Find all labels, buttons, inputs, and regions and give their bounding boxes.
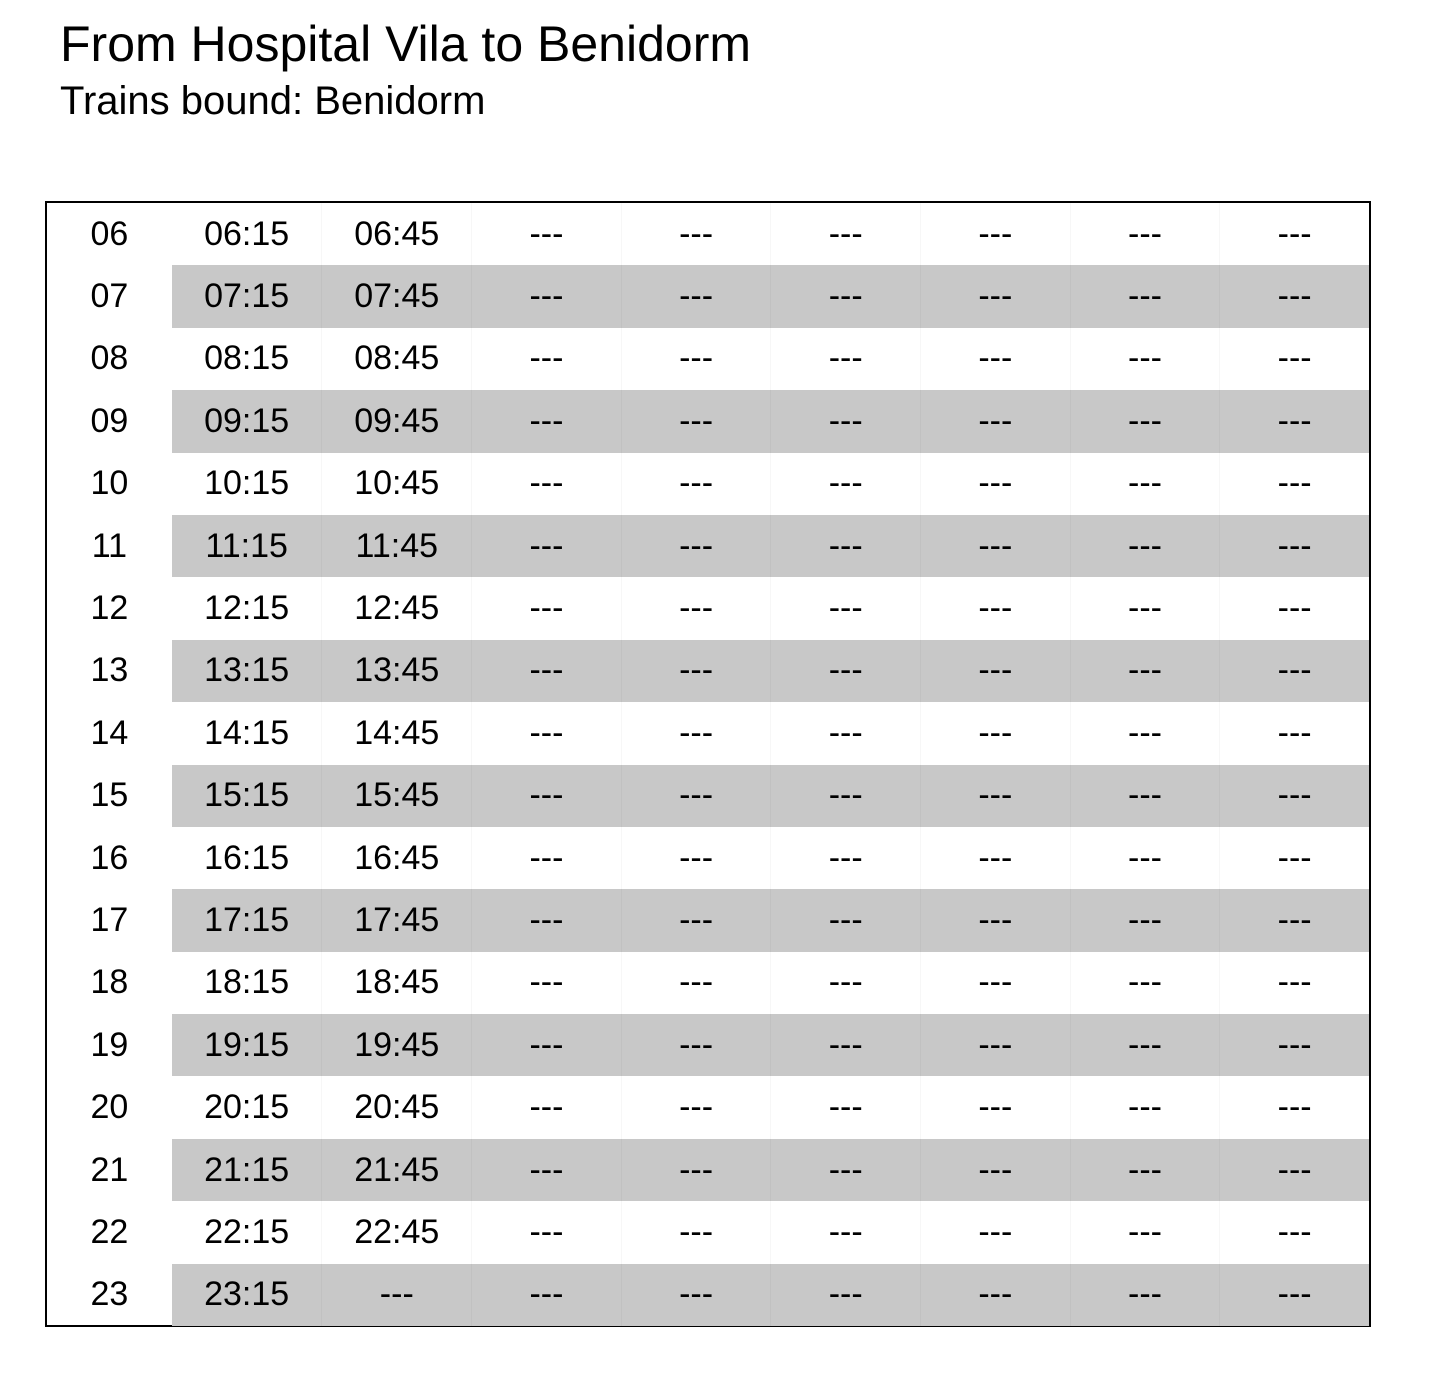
departure-time-cell: ---: [471, 390, 621, 452]
departure-time-cell: ---: [1070, 577, 1220, 639]
departure-time-cell: ---: [621, 203, 771, 265]
departure-time-cell: ---: [621, 453, 771, 515]
departure-time-cell: 06:45: [321, 203, 471, 265]
departure-time-cell: ---: [471, 1139, 621, 1201]
departure-time-cell: ---: [920, 640, 1070, 702]
departure-time-cell: ---: [1219, 390, 1369, 452]
departure-time-cell: ---: [920, 1076, 1070, 1138]
departure-time-cell: ---: [770, 765, 920, 827]
departure-time-cell: 13:45: [321, 640, 471, 702]
departure-time-cell: 15:45: [321, 765, 471, 827]
departure-time-cell: ---: [1219, 265, 1369, 327]
departure-time-cell: ---: [621, 702, 771, 764]
departure-time-cell: 14:15: [204, 713, 290, 752]
timetable-row: [47, 1139, 1369, 1201]
departure-time-cell: ---: [1219, 827, 1369, 889]
departure-time-cell: ---: [471, 1264, 621, 1326]
departure-time-cell: ---: [1219, 577, 1369, 639]
departure-time-cell: 16:15: [204, 838, 290, 877]
departure-time-cell: ---: [471, 515, 621, 577]
departure-time-cell: ---: [321, 1264, 471, 1326]
departure-time-cell: 10:15: [204, 464, 290, 503]
hour-label: 09: [90, 401, 129, 440]
departure-time-cell: 16:45: [321, 827, 471, 889]
departure-time-cell: ---: [1070, 889, 1220, 951]
departure-time-cell: ---: [920, 952, 1070, 1014]
page-title: From Hospital Vila to Benidorm: [60, 16, 752, 72]
departure-time-cell: ---: [770, 702, 920, 764]
departure-time-cell: 12:15: [204, 589, 290, 628]
departure-time-cell: ---: [770, 265, 920, 327]
departure-time-cell: ---: [770, 390, 920, 452]
timetable-row: [47, 827, 1369, 889]
departure-time-cell: ---: [1219, 1264, 1369, 1326]
departure-time-cell: ---: [920, 1201, 1070, 1263]
departure-time-cell: ---: [1070, 203, 1220, 265]
departure-time-cell: 09:45: [321, 390, 471, 452]
timetable-row: [47, 1014, 1369, 1076]
departure-time-cell: ---: [471, 1076, 621, 1138]
departure-time-cell: ---: [1070, 765, 1220, 827]
departure-time-cell: 17:45: [321, 889, 471, 951]
departure-time-cell: ---: [1219, 1139, 1369, 1201]
departure-time-cell: ---: [770, 889, 920, 951]
departure-time-cell: ---: [1070, 1076, 1220, 1138]
departure-time-cell: ---: [471, 765, 621, 827]
departure-time-cell: ---: [920, 265, 1070, 327]
departure-time-cell: ---: [621, 265, 771, 327]
departure-time-cell: 18:45: [321, 952, 471, 1014]
timetable-row: [47, 889, 1369, 951]
departure-time-cell: ---: [1219, 203, 1369, 265]
departure-time-cell: 07:45: [321, 265, 471, 327]
departure-time-cell: ---: [770, 1201, 920, 1263]
departure-time-cell: 10:45: [321, 453, 471, 515]
departure-time-cell: ---: [1219, 702, 1369, 764]
departure-time-cell: ---: [471, 640, 621, 702]
departure-time-cell: ---: [920, 203, 1070, 265]
departure-time-cell: ---: [471, 889, 621, 951]
departure-time-cell: 20:15: [204, 1088, 290, 1127]
departure-time-cell: ---: [621, 889, 771, 951]
timetable-row: [47, 640, 1369, 702]
departure-time-cell: ---: [770, 453, 920, 515]
departure-time-cell: ---: [920, 1014, 1070, 1076]
departure-time-cell: ---: [1219, 889, 1369, 951]
departure-time-cell: ---: [621, 328, 771, 390]
departure-time-cell: ---: [920, 515, 1070, 577]
departure-time-cell: ---: [621, 577, 771, 639]
departure-time-cell: 14:45: [321, 702, 471, 764]
departure-time-cell: ---: [621, 1139, 771, 1201]
departure-time-cell: ---: [1070, 827, 1220, 889]
departure-time-cell: ---: [770, 328, 920, 390]
departure-time-cell: ---: [920, 577, 1070, 639]
departure-time-cell: ---: [621, 390, 771, 452]
departure-time-cell: ---: [621, 1201, 771, 1263]
hour-label: 16: [90, 838, 129, 877]
departure-time-cell: 22:15: [204, 1212, 290, 1251]
page-subtitle: Trains bound: Benidorm: [60, 79, 486, 123]
departure-time-cell: ---: [920, 390, 1070, 452]
timetable-row: [47, 515, 1369, 577]
hour-label: 20: [90, 1088, 129, 1127]
timetable: [45, 201, 1371, 1327]
departure-time-cell: ---: [621, 952, 771, 1014]
timetable-row: [47, 1201, 1369, 1263]
departure-time-cell: ---: [1219, 1076, 1369, 1138]
departure-time-cell: ---: [471, 453, 621, 515]
departure-time-cell: ---: [920, 328, 1070, 390]
departure-time-cell: ---: [1219, 952, 1369, 1014]
hour-label: 13: [90, 651, 129, 690]
departure-time-cell: ---: [770, 1014, 920, 1076]
departure-time-cell: ---: [471, 1201, 621, 1263]
hour-label: 23: [90, 1275, 129, 1314]
timetable-row: [47, 702, 1369, 764]
departure-time-cell: ---: [1070, 515, 1220, 577]
timetable-row: [47, 265, 1369, 327]
departure-time-cell: ---: [1070, 1014, 1220, 1076]
departure-time-cell: ---: [471, 702, 621, 764]
departure-time-cell: ---: [1219, 453, 1369, 515]
departure-time-cell: ---: [621, 827, 771, 889]
hour-label: 06: [90, 214, 129, 253]
departure-time-cell: ---: [770, 1139, 920, 1201]
departure-time-cell: ---: [770, 952, 920, 1014]
departure-time-cell: 20:45: [321, 1076, 471, 1138]
hour-label: 18: [90, 963, 129, 1002]
departure-time-cell: 15:15: [172, 765, 322, 827]
departure-time-cell: ---: [1070, 328, 1220, 390]
departure-time-cell: ---: [621, 1264, 771, 1326]
departure-time-cell: ---: [1070, 952, 1220, 1014]
departure-time-cell: ---: [770, 1264, 920, 1326]
hour-label: 21: [90, 1150, 129, 1189]
departure-time-cell: ---: [471, 1014, 621, 1076]
departure-time-cell: 21:45: [321, 1139, 471, 1201]
departure-time-cell: ---: [1070, 390, 1220, 452]
timetable-row: [47, 765, 1369, 827]
departure-time-cell: 22:45: [321, 1201, 471, 1263]
departure-time-cell: 17:15: [172, 889, 322, 951]
departure-time-cell: 13:15: [172, 640, 322, 702]
departure-time-cell: ---: [770, 640, 920, 702]
departure-time-cell: ---: [1219, 1201, 1369, 1263]
departure-time-cell: ---: [621, 765, 771, 827]
departure-time-cell: ---: [1219, 765, 1369, 827]
timetable-row: [47, 453, 1369, 515]
departure-time-cell: 09:15: [172, 390, 322, 452]
departure-time-cell: ---: [1070, 702, 1220, 764]
departure-time-cell: ---: [920, 889, 1070, 951]
departure-time-cell: ---: [471, 203, 621, 265]
hour-label: 08: [90, 339, 129, 378]
departure-time-cell: 11:15: [172, 515, 322, 577]
departure-time-cell: 21:15: [172, 1139, 322, 1201]
departure-time-cell: ---: [1219, 515, 1369, 577]
departure-time-cell: ---: [770, 577, 920, 639]
departure-time-cell: ---: [1070, 1201, 1220, 1263]
departure-time-cell: ---: [621, 515, 771, 577]
timetable-row: [47, 390, 1369, 452]
departure-time-cell: ---: [471, 265, 621, 327]
departure-time-cell: ---: [621, 640, 771, 702]
departure-time-cell: ---: [920, 702, 1070, 764]
departure-time-cell: ---: [920, 765, 1070, 827]
hour-label: 11: [91, 526, 128, 565]
timetable-row: [47, 1264, 1369, 1326]
departure-time-cell: 23:15: [172, 1264, 322, 1326]
departure-time-cell: 06:15: [204, 214, 290, 253]
departure-time-cell: ---: [770, 515, 920, 577]
hour-label: 10: [90, 464, 129, 503]
departure-time-cell: 19:45: [321, 1014, 471, 1076]
departure-time-cell: ---: [1219, 328, 1369, 390]
hour-label: 22: [90, 1212, 129, 1251]
departure-time-cell: ---: [471, 952, 621, 1014]
hour-label: 14: [90, 713, 129, 752]
departure-time-cell: 12:45: [321, 577, 471, 639]
hour-label: 07: [90, 277, 129, 316]
departure-time-cell: ---: [471, 577, 621, 639]
departure-time-cell: 18:15: [204, 963, 290, 1002]
timetable-row: [47, 328, 1369, 390]
timetable-row: [47, 577, 1369, 639]
departure-time-cell: ---: [1070, 265, 1220, 327]
departure-time-cell: 08:45: [321, 328, 471, 390]
departure-time-cell: ---: [471, 827, 621, 889]
departure-time-cell: ---: [770, 827, 920, 889]
departure-time-cell: ---: [920, 453, 1070, 515]
departure-time-cell: 07:15: [172, 265, 322, 327]
departure-time-cell: ---: [1070, 640, 1220, 702]
departure-time-cell: 11:45: [321, 515, 471, 577]
departure-time-cell: ---: [1070, 1264, 1220, 1326]
timetable-row: [47, 203, 1369, 265]
timetable-row: [47, 952, 1369, 1014]
departure-time-cell: ---: [920, 827, 1070, 889]
departure-time-cell: ---: [1070, 1139, 1220, 1201]
departure-time-cell: ---: [1070, 453, 1220, 515]
departure-time-cell: ---: [770, 203, 920, 265]
departure-time-cell: 08:15: [204, 339, 290, 378]
departure-time-cell: 19:15: [172, 1014, 322, 1076]
departure-time-cell: ---: [920, 1264, 1070, 1326]
hour-label: 15: [90, 776, 129, 815]
hour-label: 19: [90, 1025, 129, 1064]
departure-time-cell: ---: [621, 1076, 771, 1138]
departure-time-cell: ---: [1219, 1014, 1369, 1076]
hour-label: 17: [90, 900, 129, 939]
timetable-row: [47, 1076, 1369, 1138]
hour-label: 12: [90, 589, 129, 628]
departure-time-cell: ---: [920, 1139, 1070, 1201]
departure-time-cell: ---: [471, 328, 621, 390]
departure-time-cell: ---: [770, 1076, 920, 1138]
departure-time-cell: ---: [621, 1014, 771, 1076]
departure-time-cell: ---: [1219, 640, 1369, 702]
